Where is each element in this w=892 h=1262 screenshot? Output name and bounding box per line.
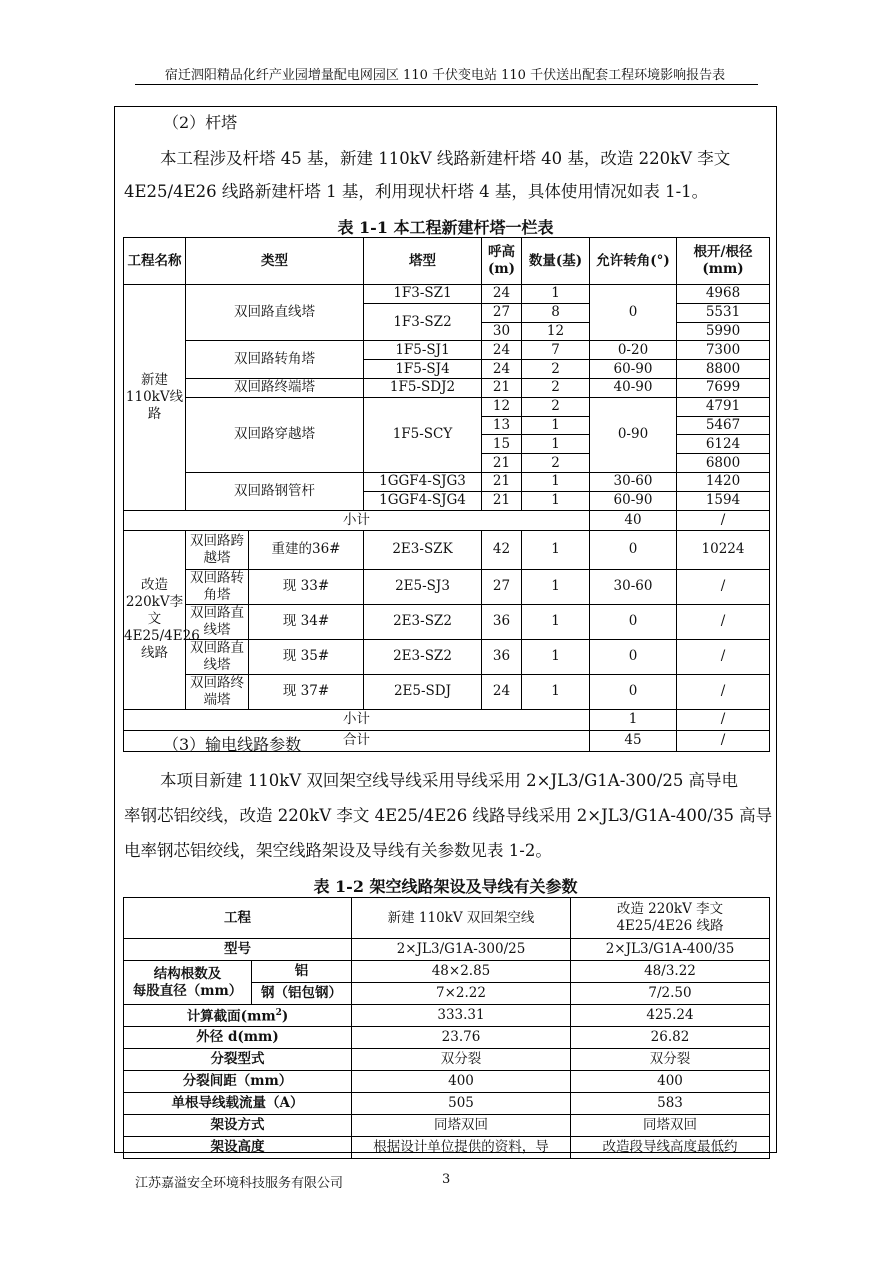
header-qty: 数量(基) [522, 238, 590, 285]
value-cell: 48/3.22 [571, 961, 770, 983]
root-cell: 5531 [677, 303, 770, 322]
height-cell: 27 [482, 303, 522, 322]
height-cell: 12 [482, 397, 522, 416]
height-cell: 21 [482, 472, 522, 491]
qty-cell: 1 [522, 530, 590, 569]
footer-rule [114, 1152, 777, 1153]
qty-cell: 2 [522, 397, 590, 416]
header-modify-line-1: 改造 220kV 李文 [616, 901, 724, 917]
table-header-row [124, 898, 770, 939]
type-cell: 双回路转角塔 [186, 341, 364, 379]
type-cell: 双回路直线塔 [186, 604, 249, 639]
height-cell: 24 [482, 360, 522, 379]
root-cell: / [677, 639, 770, 674]
value-cell: 333.31 [352, 1005, 571, 1027]
header-height: 呼高(m) [482, 238, 522, 285]
tower-cell: 1F5-SCY [364, 397, 482, 472]
value-cell: 26.82 [571, 1027, 770, 1049]
table-row [124, 1093, 770, 1115]
row-label: 型号 [124, 939, 352, 961]
value-cell: 23.76 [352, 1027, 571, 1049]
qty-cell: 8 [522, 303, 590, 322]
angle-cell: 0-20 [590, 341, 677, 360]
value-cell: 400 [352, 1071, 571, 1093]
height-cell: 24 [482, 341, 522, 360]
footer-company: 江苏嘉溢安全环境科技服务有限公司 [135, 1176, 344, 1191]
root-cell: / [677, 674, 770, 709]
struct-label-line2: 每股直径（mm） [132, 982, 243, 999]
qty-cell: 1 [522, 569, 590, 604]
row-label: 架设方式 [124, 1115, 352, 1137]
row-label [124, 1005, 352, 1027]
row-label: 单根导线载流量（A） [124, 1093, 352, 1115]
table-row [124, 1071, 770, 1093]
area-label-sup: 2 [275, 1008, 282, 1019]
tower-cell: 2E3-SZ2 [364, 604, 482, 639]
group-new-110kv: 新建110kV线路 [124, 285, 186, 511]
angle-cell: 30-60 [590, 472, 677, 491]
angle-cell: 0 [590, 604, 677, 639]
value-cell: 改造段导线高度最低约 [571, 1137, 770, 1159]
page-header: 宿迁泗阳精品化纤产业园增量配电网园区 110 千伏变电站 110 千伏送出配套工程环境影响报告表 [164, 68, 726, 83]
qty-cell: 1 [522, 674, 590, 709]
note-cell: 现 35# [249, 639, 364, 674]
section-3-title: （3）输电线路参数 [163, 735, 302, 754]
qty-cell: 1 [522, 604, 590, 639]
header-modify-line [571, 898, 770, 939]
area-label-tail: ) [281, 1008, 289, 1025]
tower-cell: 1F3-SZ2 [364, 303, 482, 341]
subtotal-label: 小计 [124, 510, 590, 530]
angle-cell: 0 [590, 285, 677, 341]
struct-label-line1: 结构根数及 [153, 965, 222, 982]
section-2-title: （2）杆塔 [163, 113, 238, 132]
header-project: 工程名称 [124, 238, 186, 285]
table-row [124, 961, 770, 983]
type-cell: 双回路直线塔 [186, 639, 249, 674]
angle-cell: 30-60 [590, 569, 677, 604]
value-cell: 48×2.85 [352, 961, 571, 983]
tower-cell: 1F5-SJ1 [364, 341, 482, 360]
value-cell: 双分裂 [352, 1049, 571, 1071]
height-cell: 36 [482, 604, 522, 639]
angle-cell: / [677, 709, 770, 730]
qty-cell: 2 [522, 360, 590, 379]
subtotal-row [124, 510, 770, 530]
area-label: 计算截面(mm [186, 1008, 276, 1025]
type-cell: 双回路终端塔 [186, 378, 364, 397]
type-cell: 双回路转角塔 [186, 569, 249, 604]
note-cell: 重建的36# [249, 530, 364, 569]
height-cell: 21 [482, 454, 522, 473]
qty-cell: 12 [522, 322, 590, 341]
value-cell: 同塔双回 [352, 1115, 571, 1137]
value-cell: 7/2.50 [571, 983, 770, 1005]
table-row [124, 639, 770, 674]
root-cell: 7300 [677, 341, 770, 360]
angle-cell: 0 [590, 530, 677, 569]
height-cell: 21 [482, 378, 522, 397]
table-row [124, 1049, 770, 1071]
table-row [124, 1027, 770, 1049]
root-cell: 1594 [677, 491, 770, 510]
table-row [124, 939, 770, 961]
value-cell: 根据设计单位提供的资料，导 [352, 1137, 571, 1159]
root-cell: 5467 [677, 416, 770, 435]
table-row [124, 674, 770, 709]
height-cell: 27 [482, 569, 522, 604]
value-cell: 7×2.22 [352, 983, 571, 1005]
tower-cell: 2E3-SZK [364, 530, 482, 569]
subtotal-label: 小计 [124, 709, 590, 730]
row-label: 分裂间距（mm） [124, 1071, 352, 1093]
root-cell: / [677, 569, 770, 604]
note-cell: 现 37# [249, 674, 364, 709]
table-row [124, 569, 770, 604]
section-2-para-line1: 本工程涉及杆塔 45 基，新建 110kV 线路新建杆塔 40 基，改造 220kV 李文 [160, 149, 731, 168]
table-row [124, 397, 770, 416]
angle-cell: / [677, 730, 770, 751]
tower-cell: 1F5-SDJ2 [364, 378, 482, 397]
header-modify-line-2: 4E25/4E26 线路 [616, 918, 724, 934]
qty-cell: 2 [522, 454, 590, 473]
table-row [124, 604, 770, 639]
value-cell: 2×JL3/G1A-400/35 [571, 939, 770, 961]
height-cell: 24 [482, 285, 522, 304]
height-cell: 30 [482, 322, 522, 341]
subtotal-row [124, 709, 770, 730]
value-cell: 583 [571, 1093, 770, 1115]
angle-cell: 40-90 [590, 378, 677, 397]
qty-cell: 1 [522, 435, 590, 454]
height-cell: 42 [482, 530, 522, 569]
header-rule [135, 84, 758, 85]
type-cell: 双回路跨越塔 [186, 530, 249, 569]
tower-cell: 2E5-SJ3 [364, 569, 482, 604]
qty-cell: 40 [590, 510, 677, 530]
qty-cell: 7 [522, 341, 590, 360]
root-cell: 8800 [677, 360, 770, 379]
root-cell: 5990 [677, 322, 770, 341]
tower-cell: 1F3-SZ1 [364, 285, 482, 304]
table-row [124, 378, 770, 397]
header-tower: 塔型 [364, 238, 482, 285]
header-angle: 允许转角(°) [590, 238, 677, 285]
height-cell: 24 [482, 674, 522, 709]
row-label [124, 961, 252, 1005]
header-new-line: 新建 110kV 双回架空线 [352, 898, 571, 939]
root-cell: 1420 [677, 472, 770, 491]
header-type: 类型 [186, 238, 364, 285]
root-cell: / [677, 604, 770, 639]
root-cell: 6800 [677, 454, 770, 473]
angle-cell: / [677, 510, 770, 530]
qty-cell: 1 [522, 416, 590, 435]
qty-cell: 1 [522, 639, 590, 674]
angle-cell: 0 [590, 674, 677, 709]
root-cell: 4968 [677, 285, 770, 304]
angle-cell: 0-90 [590, 397, 677, 472]
tower-cell: 2E3-SZ2 [364, 639, 482, 674]
angle-cell: 60-90 [590, 491, 677, 510]
sub-label: 钢（铝包钢） [252, 983, 352, 1005]
section-3-para-line1: 本项目新建 110kV 双回架空线导线采用导线采用 2×JL3/G1A-300/25 高导电 [160, 771, 739, 790]
table-row [124, 472, 770, 491]
qty-cell: 1 [522, 472, 590, 491]
height-cell: 36 [482, 639, 522, 674]
value-cell: 505 [352, 1093, 571, 1115]
type-cell: 双回路钢管杆 [186, 472, 364, 510]
height-cell: 21 [482, 491, 522, 510]
section-2-para-line2: 4E25/4E26 线路新建杆塔 1 基，利用现状杆塔 4 基，具体使用情况如表 1-1。 [124, 182, 709, 201]
root-cell: 4791 [677, 397, 770, 416]
tower-cell: 1F5-SJ4 [364, 360, 482, 379]
value-cell: 双分裂 [571, 1049, 770, 1071]
table-row [124, 341, 770, 360]
root-cell: 6124 [677, 435, 770, 454]
group-modify-220kv: 改造220kV李文4E25/4E26线路 [124, 530, 186, 709]
type-cell: 双回路直线塔 [186, 285, 364, 341]
sub-label: 铝 [252, 961, 352, 983]
tower-table [123, 237, 770, 752]
qty-cell: 1 [590, 709, 677, 730]
qty-cell: 1 [522, 285, 590, 304]
value-cell: 2×JL3/G1A-300/25 [352, 939, 571, 961]
section-3-para-line3: 电率钢芯铝绞线，架空线路架设及导线有关参数见表 1-2。 [124, 841, 552, 860]
table-row [124, 1115, 770, 1137]
height-cell: 15 [482, 435, 522, 454]
table-header-row [124, 238, 770, 285]
note-cell: 现 33# [249, 569, 364, 604]
note-cell: 现 34# [249, 604, 364, 639]
value-cell: 同塔双回 [571, 1115, 770, 1137]
total-label: 合计 [124, 730, 590, 751]
type-cell: 双回路终端塔 [186, 674, 249, 709]
height-cell: 13 [482, 416, 522, 435]
table-row [124, 530, 770, 569]
tower-cell: 1GGF4-SJG4 [364, 491, 482, 510]
qty-cell: 45 [590, 730, 677, 751]
table-row [124, 1005, 770, 1027]
root-cell: 10224 [677, 530, 770, 569]
qty-cell: 1 [522, 491, 590, 510]
value-cell: 400 [571, 1071, 770, 1093]
angle-cell: 60-90 [590, 360, 677, 379]
row-label: 分裂型式 [124, 1049, 352, 1071]
root-cell: 7699 [677, 378, 770, 397]
line-parameter-table [123, 897, 770, 1159]
row-label: 架设高度 [124, 1137, 352, 1159]
header-project: 工程 [124, 898, 352, 939]
page-number: 3 [442, 1172, 451, 1187]
header-root: 根开/根径(mm) [677, 238, 770, 285]
row-label: 外径 d(mm) [124, 1027, 352, 1049]
qty-cell: 2 [522, 378, 590, 397]
tower-cell: 1GGF4-SJG3 [364, 472, 482, 491]
tower-cell: 2E5-SDJ [364, 674, 482, 709]
table-2-caption: 表 1-2 架空线路架设及导线有关参数 [313, 877, 578, 896]
angle-cell: 0 [590, 639, 677, 674]
table-row [124, 285, 770, 304]
type-cell: 双回路穿越塔 [186, 397, 364, 472]
value-cell: 425.24 [571, 1005, 770, 1027]
section-3-para-line2: 率钢芯铝绞线，改造 220kV 李文 4E25/4E26 线路导线采用 2×JL3/G1A-400/35 高导 [124, 806, 773, 825]
table-1-caption: 表 1-1 本工程新建杆塔一栏表 [337, 218, 554, 237]
table-row [124, 1137, 770, 1159]
